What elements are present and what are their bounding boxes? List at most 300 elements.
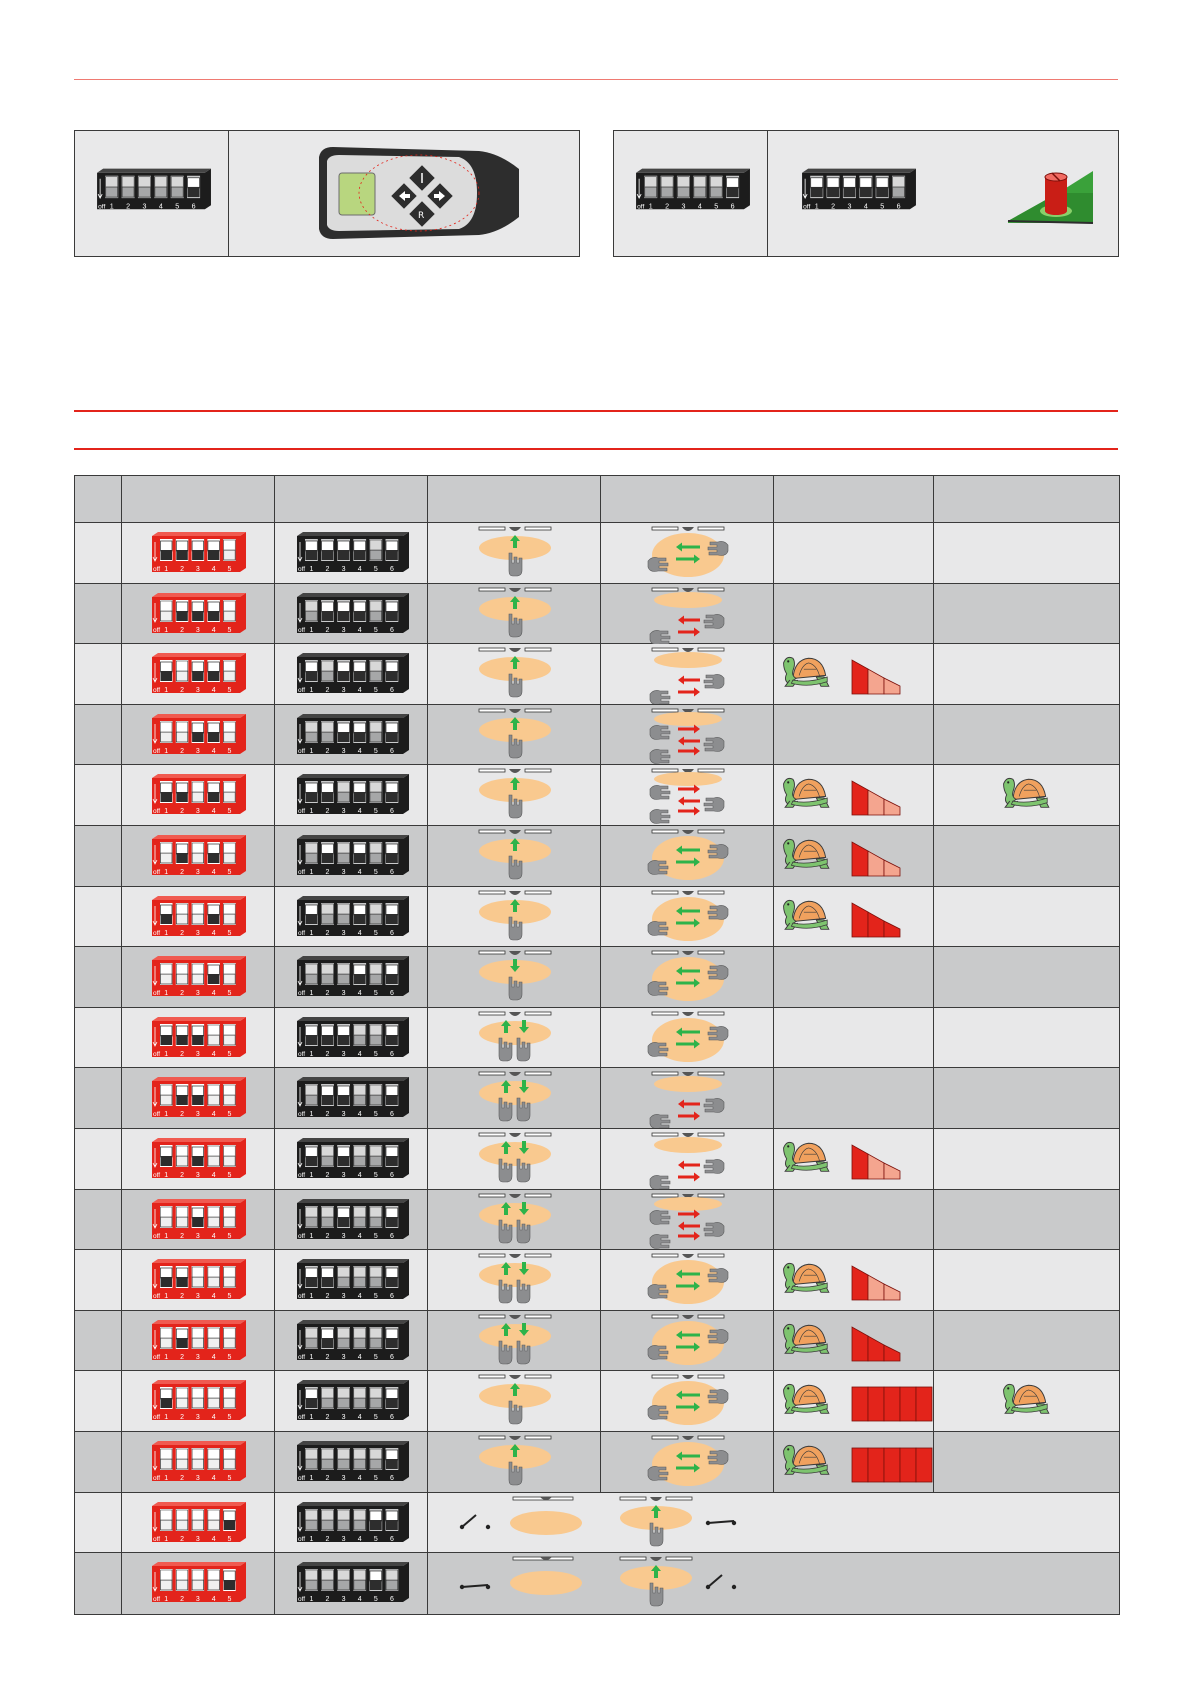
svg-text:off: off bbox=[298, 868, 306, 876]
sensor-beam-icon bbox=[428, 1129, 601, 1189]
svg-text:6: 6 bbox=[389, 1535, 394, 1543]
red-dip-cell bbox=[122, 1432, 275, 1492]
svg-text:4: 4 bbox=[211, 808, 216, 816]
svg-text:6: 6 bbox=[389, 1353, 394, 1361]
traffic-arrows-icon bbox=[601, 1250, 774, 1310]
sensor-beam-icon bbox=[428, 1311, 601, 1371]
extra-cell bbox=[934, 523, 1119, 583]
sensor-beam-icon bbox=[428, 887, 601, 947]
sensor-beam-icon bbox=[428, 1371, 601, 1431]
svg-text:2: 2 bbox=[325, 1353, 330, 1361]
svg-text:2: 2 bbox=[325, 1474, 330, 1482]
svg-text:4: 4 bbox=[357, 1111, 362, 1119]
table-row bbox=[75, 1250, 1119, 1311]
svg-text:off: off bbox=[298, 929, 306, 937]
dip-switch-black bbox=[293, 1197, 411, 1245]
traffic-arrows-icon bbox=[601, 584, 774, 644]
svg-text:4: 4 bbox=[697, 202, 702, 211]
svg-text:2: 2 bbox=[325, 1596, 330, 1604]
black-dip-cell bbox=[275, 523, 428, 583]
svg-text:2: 2 bbox=[325, 929, 330, 937]
svg-text:4: 4 bbox=[211, 687, 216, 695]
svg-text:off: off bbox=[298, 1293, 306, 1301]
svg-text:off: off bbox=[298, 1535, 306, 1543]
row-index-cell bbox=[75, 765, 122, 825]
svg-text:5: 5 bbox=[227, 687, 232, 695]
svg-text:1: 1 bbox=[814, 202, 819, 211]
row-index-cell bbox=[75, 1068, 122, 1128]
svg-text:3: 3 bbox=[195, 1535, 200, 1543]
speed-cell bbox=[774, 1311, 934, 1371]
svg-text:3: 3 bbox=[341, 808, 346, 816]
dip-switch-black bbox=[293, 1015, 411, 1063]
red-dip-cell bbox=[122, 947, 275, 1007]
svg-text:3: 3 bbox=[341, 687, 346, 695]
svg-text:2: 2 bbox=[180, 1596, 185, 1604]
extra-cell bbox=[934, 1190, 1119, 1250]
dip-switch-black bbox=[293, 591, 411, 639]
slow-speed-icon bbox=[774, 1432, 934, 1492]
svg-text:3: 3 bbox=[195, 626, 200, 634]
speed-cell bbox=[774, 1129, 934, 1189]
svg-text:1: 1 bbox=[309, 1050, 314, 1058]
black-dip-cell bbox=[275, 584, 428, 644]
svg-text:1: 1 bbox=[164, 1535, 169, 1543]
dip-switch-black bbox=[293, 1075, 411, 1123]
section-rule-1 bbox=[74, 410, 1118, 412]
dip-switch-black bbox=[798, 166, 918, 216]
slow-speed-icon bbox=[774, 1250, 934, 1310]
dip-switch-black bbox=[293, 833, 411, 881]
svg-text:4: 4 bbox=[211, 1353, 216, 1361]
floor-sensor-icon bbox=[998, 153, 1098, 233]
table-row bbox=[75, 1493, 1119, 1554]
dip-switch-black bbox=[293, 954, 411, 1002]
header-cell bbox=[275, 476, 428, 522]
relay-contact-icon bbox=[428, 1493, 774, 1553]
svg-text:3: 3 bbox=[341, 868, 346, 876]
svg-text:6: 6 bbox=[389, 929, 394, 937]
dip-switch-black bbox=[293, 651, 411, 699]
svg-text:off: off bbox=[298, 1353, 306, 1361]
traffic-mode-cell bbox=[601, 1008, 774, 1068]
svg-text:off: off bbox=[153, 1293, 161, 1301]
svg-text:3: 3 bbox=[195, 1171, 200, 1179]
svg-text:off: off bbox=[153, 1111, 161, 1119]
svg-text:off: off bbox=[153, 868, 161, 876]
svg-text:3: 3 bbox=[341, 1353, 346, 1361]
svg-text:1: 1 bbox=[164, 1414, 169, 1422]
svg-text:2: 2 bbox=[180, 929, 185, 937]
svg-text:5: 5 bbox=[373, 1474, 378, 1482]
svg-text:1: 1 bbox=[164, 1596, 169, 1604]
svg-text:1: 1 bbox=[164, 1111, 169, 1119]
svg-text:off: off bbox=[803, 203, 811, 211]
svg-text:4: 4 bbox=[357, 1050, 362, 1058]
traffic-arrows-icon bbox=[601, 1068, 774, 1128]
row-index-cell bbox=[75, 1371, 122, 1431]
dip-switch-black bbox=[293, 1378, 411, 1426]
extra-cell bbox=[934, 584, 1119, 644]
svg-text:4: 4 bbox=[211, 990, 216, 998]
svg-text:1: 1 bbox=[309, 1474, 314, 1482]
svg-text:1: 1 bbox=[309, 1414, 314, 1422]
red-dip-cell bbox=[122, 705, 275, 765]
speed-cell bbox=[774, 765, 934, 825]
svg-text:off: off bbox=[153, 1232, 161, 1240]
svg-text:2: 2 bbox=[325, 1535, 330, 1543]
extra-cell bbox=[934, 705, 1119, 765]
svg-text:6: 6 bbox=[389, 626, 394, 634]
svg-text:off: off bbox=[298, 687, 306, 695]
svg-text:2: 2 bbox=[325, 1414, 330, 1422]
black-dip-cell bbox=[275, 1129, 428, 1189]
relay-contact-cell bbox=[428, 1553, 774, 1614]
slow-speed-icon bbox=[774, 887, 934, 947]
svg-text:5: 5 bbox=[373, 1171, 378, 1179]
dip-cell bbox=[75, 131, 229, 256]
header-cell bbox=[428, 476, 601, 522]
black-dip-cell bbox=[275, 1553, 428, 1614]
sensor-beam-icon bbox=[428, 1190, 601, 1250]
extra-cell bbox=[934, 1068, 1119, 1128]
row-index-cell bbox=[75, 1190, 122, 1250]
traffic-mode-cell bbox=[601, 887, 774, 947]
svg-text:5: 5 bbox=[714, 202, 719, 211]
svg-text:4: 4 bbox=[357, 747, 362, 755]
svg-text:1: 1 bbox=[309, 1596, 314, 1604]
sensor-mode-cell bbox=[428, 887, 601, 947]
svg-text:6: 6 bbox=[389, 868, 394, 876]
sensor-beam-icon bbox=[428, 765, 601, 825]
black-dip-cell bbox=[275, 644, 428, 704]
svg-text:5: 5 bbox=[227, 1414, 232, 1422]
dip-switch-red bbox=[148, 651, 248, 699]
speed-cell bbox=[774, 1008, 934, 1068]
svg-text:4: 4 bbox=[357, 687, 362, 695]
svg-text:5: 5 bbox=[175, 202, 180, 211]
red-dip-cell bbox=[122, 1190, 275, 1250]
table-row bbox=[75, 1311, 1119, 1372]
sensor-beam-icon bbox=[428, 523, 601, 583]
sensor-beam-icon bbox=[428, 584, 601, 644]
traffic-arrows-icon bbox=[601, 947, 774, 1007]
table-row bbox=[75, 584, 1119, 645]
red-dip-cell bbox=[122, 1553, 275, 1614]
speed-cell bbox=[774, 1432, 934, 1492]
empty-cell bbox=[774, 1553, 1119, 1614]
speed-cell bbox=[774, 947, 934, 1007]
dip-switch-black bbox=[293, 1500, 411, 1548]
svg-text:5: 5 bbox=[227, 990, 232, 998]
sensor-mode-cell bbox=[428, 1190, 601, 1250]
svg-text:4: 4 bbox=[357, 1535, 362, 1543]
speed-cell bbox=[774, 644, 934, 704]
svg-text:4: 4 bbox=[211, 1293, 216, 1301]
svg-text:off: off bbox=[298, 1171, 306, 1179]
traffic-mode-cell bbox=[601, 1311, 774, 1371]
svg-text:4: 4 bbox=[357, 1596, 362, 1604]
table-row bbox=[75, 1371, 1119, 1432]
traffic-arrows-icon bbox=[601, 1190, 774, 1250]
svg-text:2: 2 bbox=[831, 202, 836, 211]
svg-text:off: off bbox=[153, 990, 161, 998]
header-cell bbox=[601, 476, 774, 522]
svg-text:2: 2 bbox=[325, 747, 330, 755]
svg-text:4: 4 bbox=[357, 1414, 362, 1422]
slow-speed-icon bbox=[774, 1371, 934, 1431]
svg-text:5: 5 bbox=[373, 1050, 378, 1058]
svg-text:4: 4 bbox=[211, 747, 216, 755]
svg-text:4: 4 bbox=[211, 1414, 216, 1422]
svg-text:off: off bbox=[298, 626, 306, 634]
svg-text:off: off bbox=[98, 203, 106, 211]
row-index-cell bbox=[75, 644, 122, 704]
svg-text:6: 6 bbox=[389, 1111, 394, 1119]
svg-text:5: 5 bbox=[227, 1353, 232, 1361]
svg-text:1: 1 bbox=[164, 687, 169, 695]
svg-text:3: 3 bbox=[195, 747, 200, 755]
svg-text:2: 2 bbox=[180, 868, 185, 876]
svg-text:5: 5 bbox=[373, 1111, 378, 1119]
svg-text:2: 2 bbox=[126, 202, 131, 211]
svg-text:2: 2 bbox=[180, 1171, 185, 1179]
relay-contact-cell bbox=[428, 1493, 774, 1553]
svg-text:5: 5 bbox=[373, 1535, 378, 1543]
svg-text:4: 4 bbox=[211, 868, 216, 876]
red-dip-cell bbox=[122, 826, 275, 886]
svg-text:off: off bbox=[153, 747, 161, 755]
turtle-icon bbox=[934, 765, 1119, 825]
svg-text:3: 3 bbox=[341, 747, 346, 755]
svg-text:off: off bbox=[153, 1535, 161, 1543]
svg-text:2: 2 bbox=[180, 1474, 185, 1482]
speed-cell bbox=[774, 523, 934, 583]
svg-text:1: 1 bbox=[309, 566, 314, 573]
svg-text:5: 5 bbox=[373, 626, 378, 634]
dip-switch-black bbox=[293, 1136, 411, 1184]
svg-text:off: off bbox=[153, 1171, 161, 1179]
svg-text:6: 6 bbox=[389, 1474, 394, 1482]
svg-text:5: 5 bbox=[227, 626, 232, 634]
svg-text:5: 5 bbox=[880, 202, 885, 211]
dip-switch-red bbox=[148, 1318, 248, 1366]
svg-text:6: 6 bbox=[730, 202, 735, 211]
sensor-beam-icon bbox=[428, 1008, 601, 1068]
row-index-cell bbox=[75, 1250, 122, 1310]
dip-switch-red bbox=[148, 1136, 248, 1184]
svg-text:3: 3 bbox=[195, 687, 200, 695]
svg-text:4: 4 bbox=[357, 566, 362, 573]
svg-text:3: 3 bbox=[195, 1293, 200, 1301]
speed-cell bbox=[774, 1190, 934, 1250]
red-dip-cell bbox=[122, 1129, 275, 1189]
svg-text:5: 5 bbox=[373, 1353, 378, 1361]
svg-text:5: 5 bbox=[373, 868, 378, 876]
svg-text:5: 5 bbox=[227, 1293, 232, 1301]
svg-text:off: off bbox=[298, 566, 306, 573]
traffic-arrows-icon bbox=[601, 644, 774, 704]
svg-text:3: 3 bbox=[341, 1232, 346, 1240]
svg-text:off: off bbox=[153, 626, 161, 634]
svg-text:4: 4 bbox=[357, 1171, 362, 1179]
svg-text:2: 2 bbox=[180, 747, 185, 755]
svg-text:2: 2 bbox=[180, 1111, 185, 1119]
svg-text:1: 1 bbox=[309, 747, 314, 755]
table-row bbox=[75, 523, 1119, 584]
svg-text:3: 3 bbox=[681, 202, 686, 211]
svg-text:6: 6 bbox=[389, 1414, 394, 1422]
svg-text:3: 3 bbox=[195, 808, 200, 816]
traffic-mode-cell bbox=[601, 705, 774, 765]
table-row bbox=[75, 1008, 1119, 1069]
svg-text:off: off bbox=[153, 929, 161, 937]
svg-text:5: 5 bbox=[373, 747, 378, 755]
svg-text:off: off bbox=[298, 1474, 306, 1482]
svg-text:6: 6 bbox=[896, 202, 901, 211]
svg-text:2: 2 bbox=[180, 1232, 185, 1240]
svg-text:1: 1 bbox=[164, 1293, 169, 1301]
svg-text:2: 2 bbox=[325, 1111, 330, 1119]
svg-text:6: 6 bbox=[389, 566, 394, 573]
sensor-mode-cell bbox=[428, 1008, 601, 1068]
black-dip-cell bbox=[275, 1190, 428, 1250]
row-index-cell bbox=[75, 887, 122, 947]
svg-text:2: 2 bbox=[180, 626, 185, 634]
extra-cell bbox=[934, 644, 1119, 704]
sensor-mode-cell bbox=[428, 947, 601, 1007]
slow-speed-icon bbox=[774, 644, 934, 704]
row-index-cell bbox=[75, 1553, 122, 1614]
svg-text:3: 3 bbox=[195, 1474, 200, 1482]
dip-switch-red bbox=[148, 833, 248, 881]
svg-text:3: 3 bbox=[341, 626, 346, 634]
black-dip-cell bbox=[275, 1493, 428, 1553]
svg-text:1: 1 bbox=[309, 1535, 314, 1543]
dip-switch-red bbox=[148, 591, 248, 639]
svg-text:2: 2 bbox=[325, 687, 330, 695]
svg-text:6: 6 bbox=[389, 1596, 394, 1604]
svg-text:5: 5 bbox=[227, 929, 232, 937]
row-index-cell bbox=[75, 826, 122, 886]
black-dip-cell bbox=[275, 826, 428, 886]
svg-text:5: 5 bbox=[227, 1596, 232, 1604]
svg-text:1: 1 bbox=[309, 1232, 314, 1240]
dip-switch-red bbox=[148, 772, 248, 820]
sensor-mode-cell bbox=[428, 705, 601, 765]
speed-cell bbox=[774, 1250, 934, 1310]
dip-switch-black bbox=[293, 894, 411, 942]
svg-text:5: 5 bbox=[373, 1232, 378, 1240]
remote-cell bbox=[229, 131, 579, 256]
svg-text:off: off bbox=[298, 747, 306, 755]
svg-text:4: 4 bbox=[357, 1353, 362, 1361]
dip-switch-red bbox=[148, 530, 248, 578]
svg-text:5: 5 bbox=[227, 1535, 232, 1543]
red-dip-cell bbox=[122, 1250, 275, 1310]
svg-text:3: 3 bbox=[195, 566, 200, 573]
svg-text:2: 2 bbox=[180, 687, 185, 695]
svg-text:off: off bbox=[298, 1232, 306, 1240]
traffic-mode-cell bbox=[601, 644, 774, 704]
traffic-mode-cell bbox=[601, 1432, 774, 1492]
traffic-mode-cell bbox=[601, 1068, 774, 1128]
svg-text:off: off bbox=[153, 1414, 161, 1422]
svg-text:3: 3 bbox=[341, 1596, 346, 1604]
svg-text:3: 3 bbox=[341, 1111, 346, 1119]
svg-text:off: off bbox=[153, 808, 161, 816]
svg-text:1: 1 bbox=[164, 868, 169, 876]
red-dip-cell bbox=[122, 765, 275, 825]
svg-text:3: 3 bbox=[341, 929, 346, 937]
svg-text:6: 6 bbox=[389, 687, 394, 695]
svg-text:4: 4 bbox=[357, 808, 362, 816]
svg-text:5: 5 bbox=[227, 1232, 232, 1240]
sensor-beam-icon bbox=[428, 1068, 601, 1128]
svg-text:2: 2 bbox=[325, 808, 330, 816]
svg-text:2: 2 bbox=[325, 990, 330, 998]
svg-text:6: 6 bbox=[191, 202, 196, 211]
svg-text:5: 5 bbox=[373, 1414, 378, 1422]
panel-external-sensor bbox=[613, 130, 1119, 257]
svg-text:4: 4 bbox=[357, 929, 362, 937]
sensor-beam-icon bbox=[428, 1432, 601, 1492]
svg-text:2: 2 bbox=[180, 566, 185, 573]
extra-cell bbox=[934, 887, 1119, 947]
svg-text:3: 3 bbox=[142, 202, 147, 211]
dip-switch-red bbox=[148, 1257, 248, 1305]
dip-cell bbox=[614, 131, 768, 256]
svg-text:6: 6 bbox=[389, 990, 394, 998]
svg-text:4: 4 bbox=[357, 626, 362, 634]
svg-text:5: 5 bbox=[227, 1050, 232, 1058]
dip-settings-table bbox=[74, 475, 1120, 1615]
slow-speed-icon bbox=[774, 826, 934, 886]
extra-cell bbox=[934, 1129, 1119, 1189]
svg-text:off: off bbox=[153, 1353, 161, 1361]
extra-cell bbox=[934, 947, 1119, 1007]
traffic-arrows-icon bbox=[601, 1129, 774, 1189]
slow-speed-icon bbox=[774, 1311, 934, 1371]
sensor-mode-cell bbox=[428, 584, 601, 644]
speed-cell bbox=[774, 1068, 934, 1128]
svg-text:5: 5 bbox=[227, 1171, 232, 1179]
black-dip-cell bbox=[275, 1068, 428, 1128]
svg-text:4: 4 bbox=[211, 1171, 216, 1179]
traffic-arrows-icon bbox=[601, 705, 774, 765]
svg-text:3: 3 bbox=[195, 1050, 200, 1058]
svg-text:1: 1 bbox=[164, 1050, 169, 1058]
svg-text:3: 3 bbox=[195, 1232, 200, 1240]
svg-text:1: 1 bbox=[164, 1171, 169, 1179]
row-index-cell bbox=[75, 1311, 122, 1371]
svg-text:3: 3 bbox=[341, 1293, 346, 1301]
svg-text:2: 2 bbox=[180, 990, 185, 998]
svg-text:1: 1 bbox=[164, 566, 169, 573]
dip-switch-black bbox=[293, 772, 411, 820]
sensor-beam-icon bbox=[428, 644, 601, 704]
svg-text:5: 5 bbox=[373, 1596, 378, 1604]
svg-text:4: 4 bbox=[158, 202, 163, 211]
svg-text:1: 1 bbox=[164, 929, 169, 937]
svg-text:1: 1 bbox=[164, 808, 169, 816]
row-index-cell bbox=[75, 523, 122, 583]
svg-text:2: 2 bbox=[665, 202, 670, 211]
black-dip-cell bbox=[275, 947, 428, 1007]
svg-text:3: 3 bbox=[195, 868, 200, 876]
svg-text:5: 5 bbox=[373, 566, 378, 573]
svg-text:1: 1 bbox=[164, 1232, 169, 1240]
